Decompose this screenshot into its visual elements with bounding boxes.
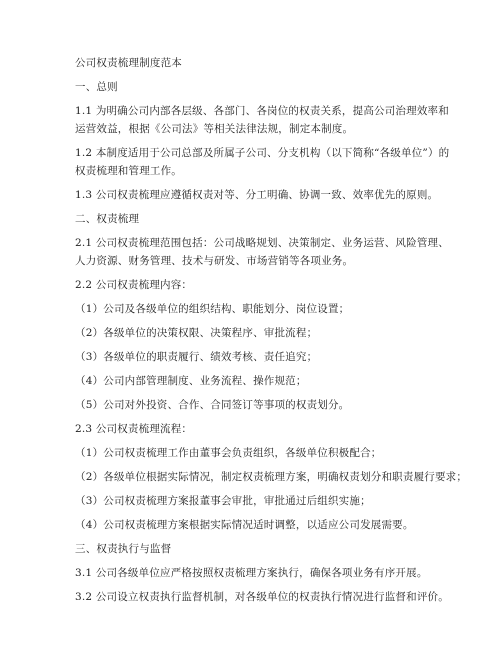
paragraph-1-1: 1.1 为明确公司内部各层级、各部门、各岗位的权责关系，提高公司治理效率和运营效益，根据《公司法》等相关法律法规，制定本制度。 — [75, 105, 449, 135]
list-item: （1）公司及各级单位的组织结构、职能划分、岗位设置； — [75, 303, 350, 315]
list-item: （4）公司权责梳理方案根据实际情况适时调整，以适应公司发展需要。 — [75, 519, 414, 531]
list-item: （2）各级单位根据实际情况，制定权责梳理方案，明确权责划分和职责履行要求； — [75, 471, 468, 483]
list-item: （3）公司权责梳理方案报董事会审批，审批通过后组织实施； — [75, 495, 371, 507]
section-heading-general: 一、总则 — [75, 81, 118, 93]
list-item: （3）各级单位的职责履行、绩效考核、责任追究； — [75, 351, 318, 363]
list-item: （2）各级单位的决策权限、决策程序、审批流程； — [75, 327, 318, 339]
paragraph-1-2: 1.2 本制度适用于公司总部及所属子公司、分支机构（以下简称“各级单位”）的权责梳理和管理工作。 — [75, 147, 450, 177]
list-item: （4）公司内部管理制度、业务流程、操作规范； — [75, 375, 307, 387]
paragraph-2-1: 2.1 公司权责梳理范围包括：公司战略规划、决策制定、业务运营、风险管理、人力资源、财务管理、技术与研发、市场营销等各项业务。 — [75, 237, 449, 267]
paragraph-3-2: 3.2 公司设立权责执行监督机制，对各级单位的权责执行情况进行监督和评价。 — [75, 591, 449, 603]
paragraph-2-2: 2.2 公司权责梳理内容： — [75, 279, 193, 291]
document-title: 公司权责梳理制度范本 — [75, 57, 182, 69]
paragraph-1-3: 1.3 公司权责梳理应遵循权责对等、分工明确、协调一致、效率优先的原则。 — [75, 189, 439, 201]
section-heading-execution-and-supervision: 三、权责执行与监督 — [75, 543, 172, 555]
paragraph-2-3: 2.3 公司权责梳理流程： — [75, 423, 193, 435]
list-item: （1）公司权责梳理工作由董事会负责组织，各级单位积极配合； — [75, 447, 382, 459]
paragraph-3-1: 3.1 公司各级单位应严格按照权责梳理方案执行，确保各项业务有序开展。 — [75, 567, 428, 579]
list-item: （5）公司对外投资、合作、合同签订等事项的权责划分。 — [75, 399, 350, 411]
section-heading-responsibility-review: 二、权责梳理 — [75, 213, 140, 225]
